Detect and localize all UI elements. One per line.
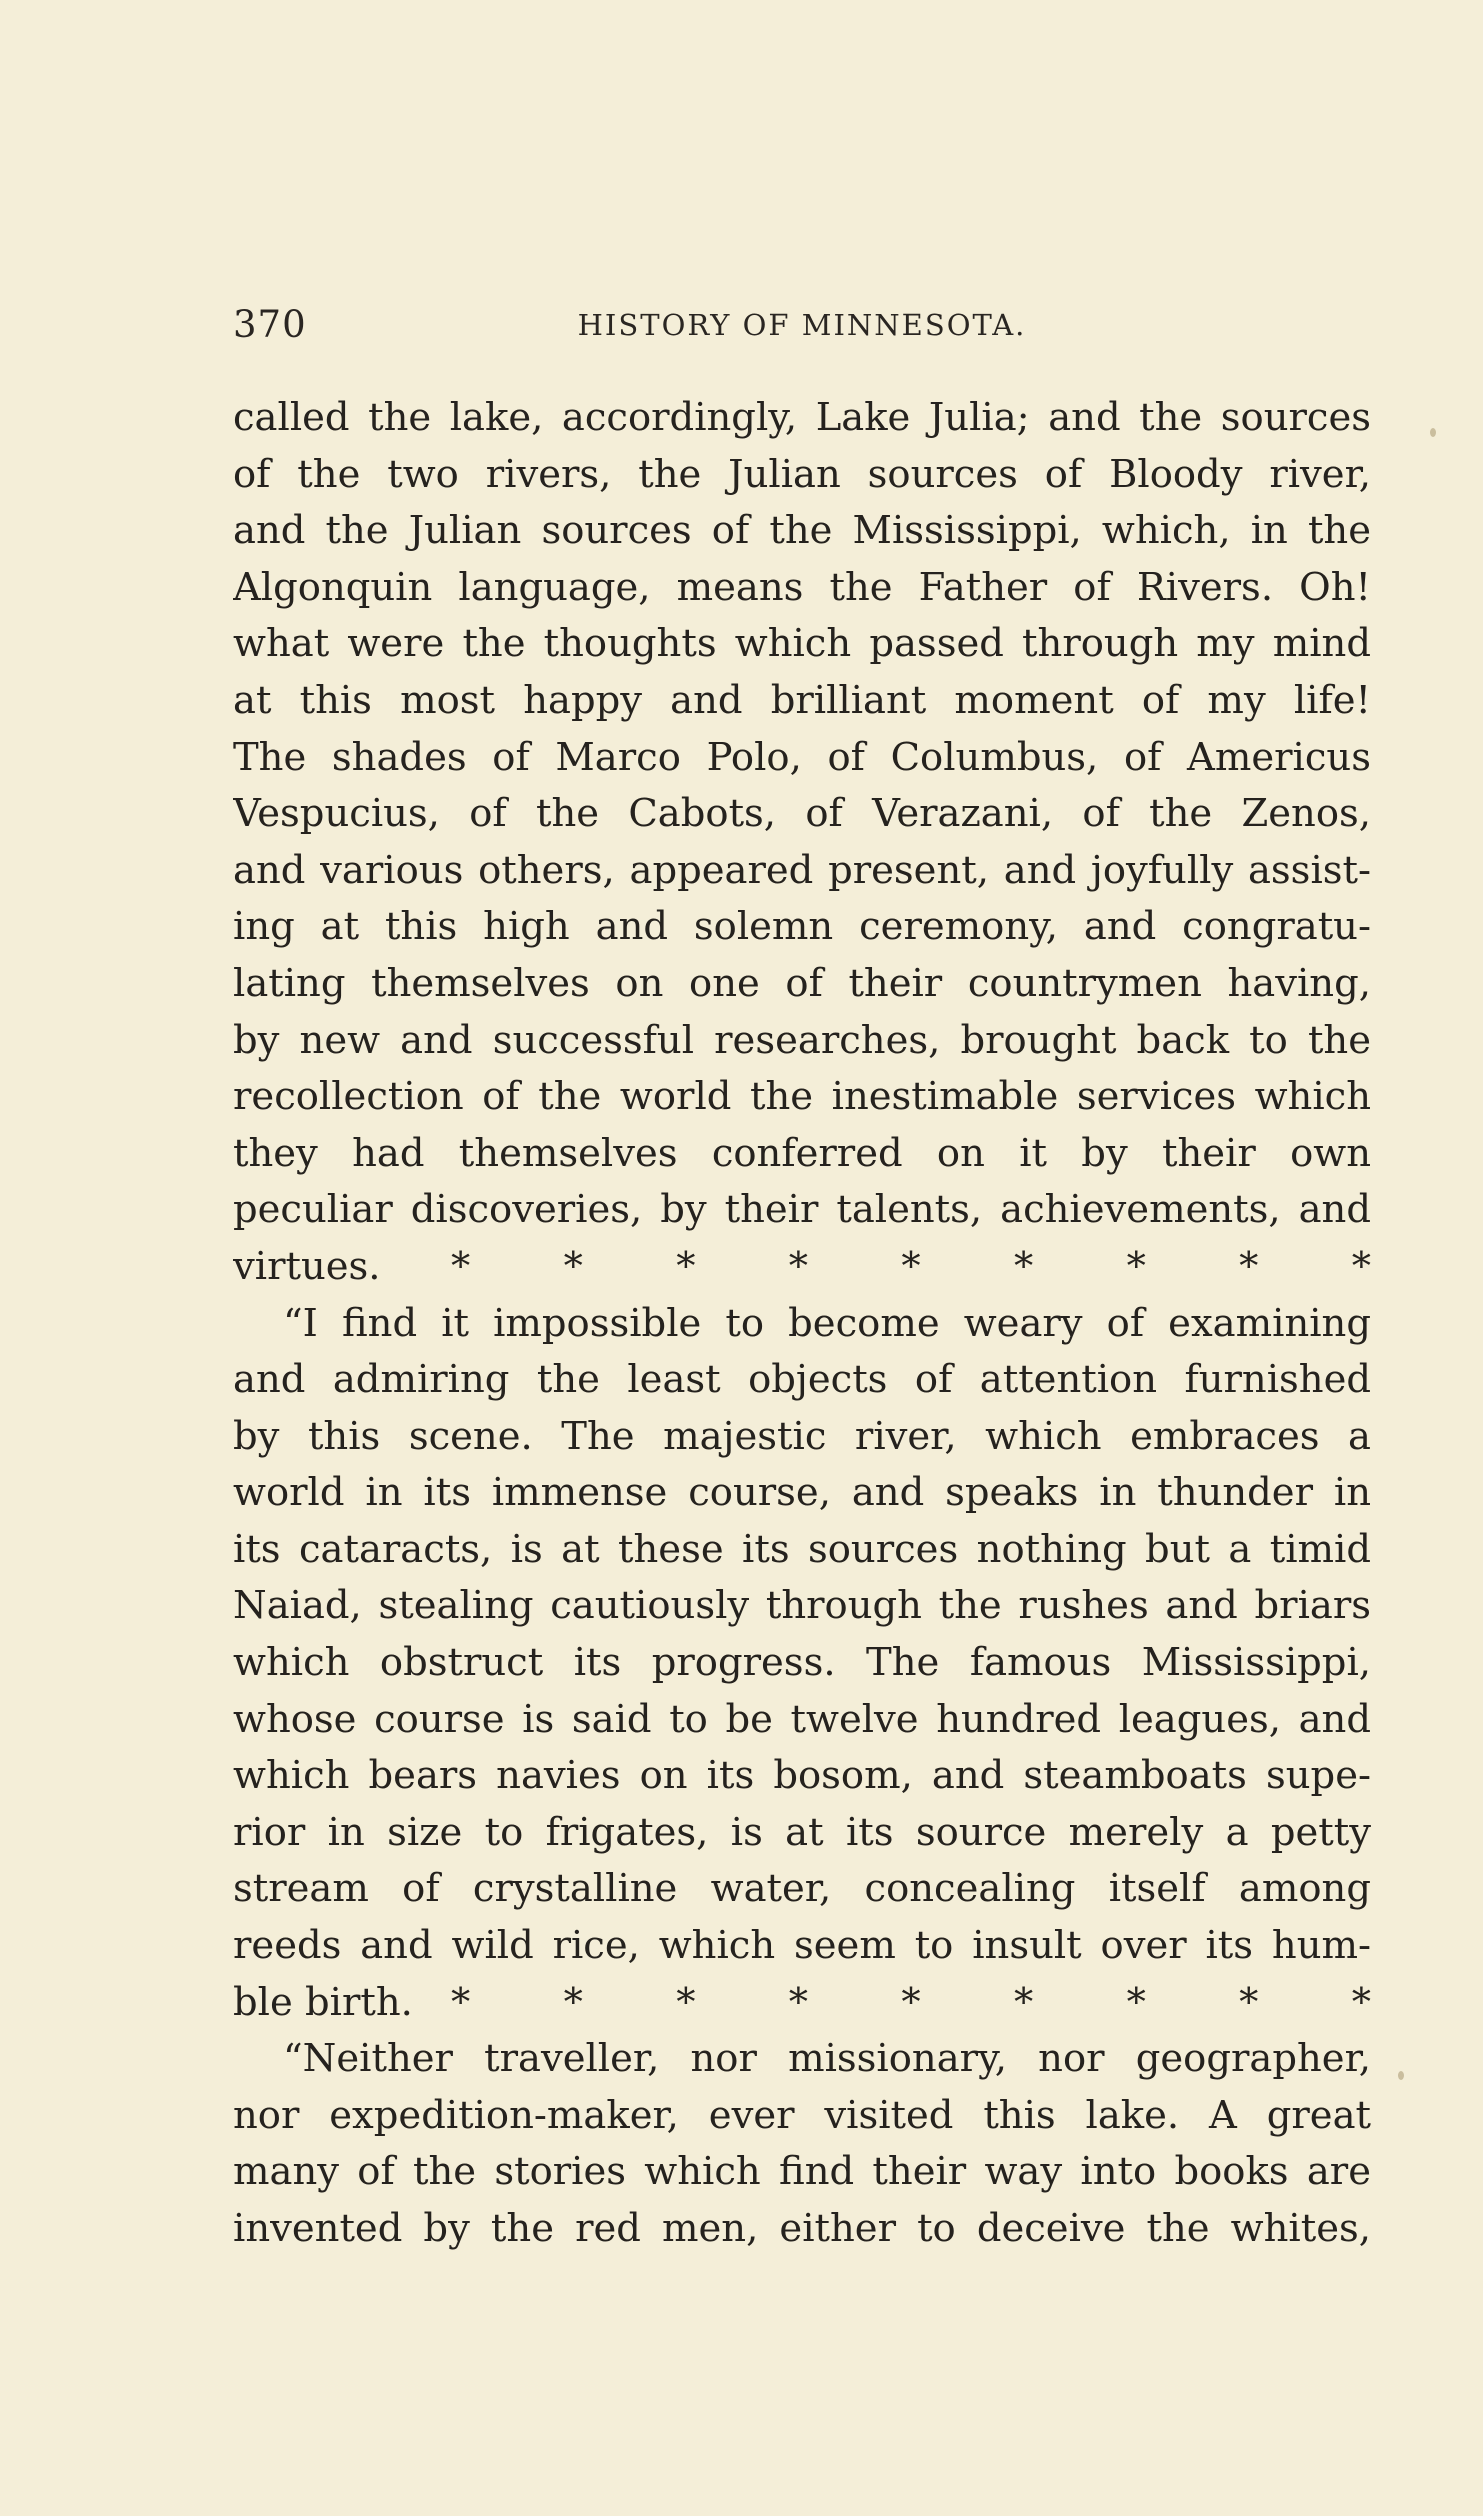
- asterisk: *: [788, 1243, 809, 1289]
- text-line: world in its immense course, and speaks in thunder in: [233, 1470, 1371, 1516]
- text-line: stream of crystalline water, concealing itself among: [233, 1866, 1371, 1912]
- text-line: which bears navies on its bosom, and steamboats supe-: [233, 1753, 1371, 1799]
- text-line: which obstruct its progress. The famous Mississippi,: [233, 1640, 1371, 1686]
- asterisk: *: [563, 1979, 583, 2025]
- text-line: Naiad, stealing cautiously through the rushes and briars: [233, 1583, 1371, 1629]
- text-line: of the two rivers, the Julian sources of Bloody river,: [233, 451, 1371, 497]
- text-line: “I find it impossible to become weary of examining: [283, 1300, 1371, 1346]
- text-line: many of the stories which find their way into books are: [233, 2149, 1371, 2195]
- text-line: “Neither traveller, nor missionary, nor geographer,: [283, 2036, 1371, 2082]
- text-line: recollection of the world the inestimable services which: [233, 1074, 1371, 1120]
- asterisk: *: [451, 1243, 471, 1289]
- asterisk: *: [901, 1979, 921, 2025]
- asterisk: *: [1351, 1243, 1371, 1289]
- asterism: [451, 1975, 1371, 2032]
- text-line: [233, 1975, 1371, 2032]
- paper-speck: [1398, 2071, 1404, 2080]
- page-number: 370: [233, 303, 307, 346]
- running-head: [233, 303, 1371, 351]
- text-line: they had themselves conferred on it by their own: [233, 1130, 1371, 1176]
- asterisk: *: [1351, 1979, 1371, 2025]
- asterism: [451, 1239, 1371, 1296]
- line-text: virtues.: [233, 1243, 381, 1289]
- text-line: [233, 1239, 1371, 1296]
- text-line: what were the thoughts which passed through my mind: [233, 621, 1371, 667]
- asterisk: *: [563, 1243, 583, 1289]
- paper-speck: [1430, 428, 1436, 437]
- text-line: The shades of Marco Polo, of Columbus, of Americus: [233, 734, 1371, 780]
- text-line: reeds and wild rice, which seem to insult over its hum-: [233, 1923, 1371, 1969]
- asterisk: *: [1126, 1243, 1146, 1289]
- asterisk: *: [1239, 1979, 1259, 2025]
- asterisk: *: [451, 1979, 471, 2025]
- asterisk: *: [1126, 1979, 1146, 2025]
- text-line: whose course is said to be twelve hundred leagues, and: [233, 1696, 1371, 1742]
- asterisk: *: [1013, 1979, 1034, 2025]
- asterisk: *: [901, 1243, 921, 1289]
- line-text: ble birth.: [233, 1979, 413, 2025]
- asterisk: *: [676, 1243, 696, 1289]
- text-line: by new and successful researches, brought back to the: [233, 1017, 1371, 1063]
- text-line: rior in size to frigates, is at its source merely a petty: [233, 1809, 1371, 1855]
- text-line: called the lake, accordingly, Lake Julia; and the sources: [233, 395, 1371, 440]
- text-line: and various others, appeared present, and joyfully assist-: [233, 847, 1371, 893]
- text-line: ing at this high and solemn ceremony, and congratu-: [233, 904, 1371, 950]
- text-line: nor expedition-maker, ever visited this lake. A great: [233, 2092, 1371, 2138]
- text-line: lating themselves on one of their countrymen having,: [233, 960, 1371, 1006]
- text-line: invented by the red men, either to deceive the whites,: [233, 2206, 1371, 2251]
- text-line: peculiar discoveries, by their talents, achievements, and: [233, 1187, 1371, 1233]
- body-text: [233, 390, 1371, 2258]
- text-line: Algonquin language, means the Father of Rivers. Oh!: [233, 564, 1371, 610]
- text-line: Vespucius, of the Cabots, of Verazani, of the Zenos,: [233, 791, 1371, 837]
- asterisk: *: [1013, 1243, 1034, 1289]
- asterisk: *: [788, 1979, 809, 2025]
- running-title: HISTORY OF MINNESOTA.: [577, 308, 1027, 342]
- text-line: at this most happy and brilliant moment of my life!: [233, 677, 1371, 723]
- text-line: its cataracts, is at these its sources nothing but a timid: [233, 1526, 1371, 1572]
- asterisk: *: [676, 1979, 696, 2025]
- asterisk: *: [1239, 1243, 1259, 1289]
- text-line: and admiring the least objects of attention furnished: [233, 1357, 1371, 1403]
- text-line: by this scene. The majestic river, which embraces a: [233, 1413, 1371, 1459]
- text-line: and the Julian sources of the Mississippi, which, in the: [233, 508, 1371, 554]
